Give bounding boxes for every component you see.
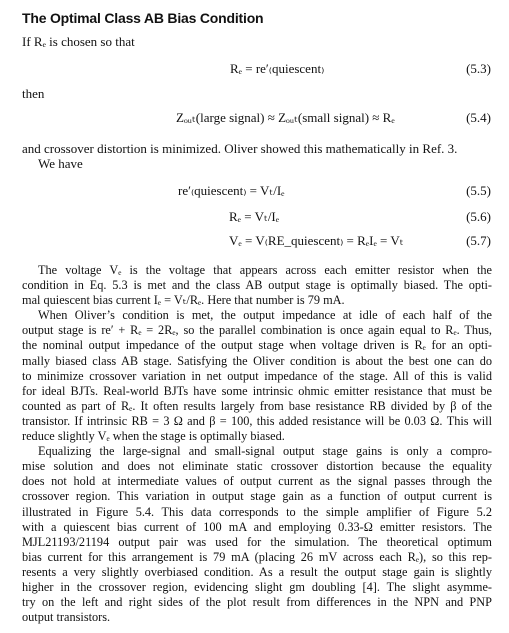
paragraph-line: crossover region. This variation in output stage gain as a function of output current is <box>22 489 492 504</box>
paragraph-line: bias current for this arrangement is 79 mA (placing 26 mV across each Rₑ), so this rep- <box>22 549 492 564</box>
paragraph-line: for ideal BJTs. Real-world BJTs have some intrinsic ohmic emitter resistance that must be <box>22 383 492 398</box>
paragraph-line: output transistors. <box>22 610 111 625</box>
equation-number-5-4: (5.4) <box>466 110 491 125</box>
paragraph-line: The voltage Vₑ is the voltage that appears across each emitter resistor when the <box>38 263 492 277</box>
paragraph-line: mise solution and does not eliminate static crossover distortion because the equality <box>22 459 492 474</box>
paragraph-line: with a quiescent bias current of 100 mA and employing 0.33-Ω emitter resistors. The <box>22 519 492 534</box>
paragraph-line: to minimize crossover variation in net output impedance of the stage. All of this is valid <box>22 368 492 383</box>
paragraph-line: When Oliver’s condition is met, the output impedance at idle of each half of the <box>38 308 492 323</box>
equation-number-5-3: (5.3) <box>466 61 491 76</box>
paragraph-line: mal quiescent bias current Iₑ = Vₜ/Rₑ. Here that number is 79 mA. <box>22 293 345 308</box>
paragraph-line: output stage is re′ + Rₑ = 2Rₑ, so the parallel combination is once again equal to Rₑ. Thus, <box>22 323 492 338</box>
paragraph-line: higher in the crossover region, evidencing slight gm doubling [4]. The slight asymme- <box>22 579 492 594</box>
equation-number-5-6: (5.6) <box>466 209 491 224</box>
paragraph-line: counted as part of Rₑ. It often results largely from base resistance RB divided by β of the <box>22 398 492 413</box>
paragraph-line: resents a very slightly overbiased condition. As a result the output stage gain is slightly <box>22 564 492 579</box>
then-text: then <box>22 86 45 101</box>
paragraph-line: We have <box>38 156 83 171</box>
paragraph-line: does not hold at intermediate values of output current as the signal passes through the <box>22 474 492 489</box>
paragraph-line: Equalizing the large-signal and small-signal output stage gains is only a compro- <box>38 444 492 459</box>
equation-5-4: Zₒᵤₜ(large signal) ≈ Zₒᵤₜ(small signal) ≈ Rₑ <box>176 110 395 125</box>
paragraph-line: transistor. If intrinsic RB = 3 Ω and β = 100, this added resistance will be 0.03 Ω. This will <box>22 413 492 428</box>
equation-5-5: re′₍quiescent₎ = Vₜ/Iₑ <box>178 183 285 198</box>
paragraph-line: and crossover distortion is minimized. Oliver showed this mathematically in Ref. 3. <box>22 141 458 156</box>
paragraph-line: mally biased class AB stage. Satisfying the Oliver condition is about the best one can do <box>22 353 492 368</box>
section-heading: The Optimal Class AB Bias Condition <box>22 10 264 26</box>
paragraph-line: condition in Eq. 5.3 is met and the class AB output stage is optimally biased. The opti- <box>22 278 492 293</box>
equation-5-3: Rₑ = re′₍quiescent₎ <box>230 61 325 76</box>
equation-5-6: Rₑ = Vₜ/Iₑ <box>229 209 280 224</box>
body-text <box>22 263 492 625</box>
paragraph-line: reduce slightly Vₑ when the stage is optimally biased. <box>22 429 285 444</box>
equation-5-7: Vₑ = V₍RE_quiescent₎ = RₑIₑ = Vₜ <box>229 233 404 248</box>
equation-number-5-7: (5.7) <box>466 233 491 248</box>
paragraph-line: the nominal output impedance of the output stage when voltage driven is Rₑ for an opti- <box>22 338 492 353</box>
paragraph-line: try on the left and right sides of the plot result from differences in the NPN and PNP <box>22 595 492 610</box>
intro-text: If Rₑ is chosen so that <box>22 34 135 49</box>
equation-number-5-5: (5.5) <box>466 183 491 198</box>
paragraph-line: MJL21193/21194 output pair was used for the simulation. The theoretical optimum <box>22 534 492 549</box>
paragraph-line: illustrated in Figure 5.4. This data corresponds to the simple amplifier of Figure 5.2 <box>22 504 492 519</box>
